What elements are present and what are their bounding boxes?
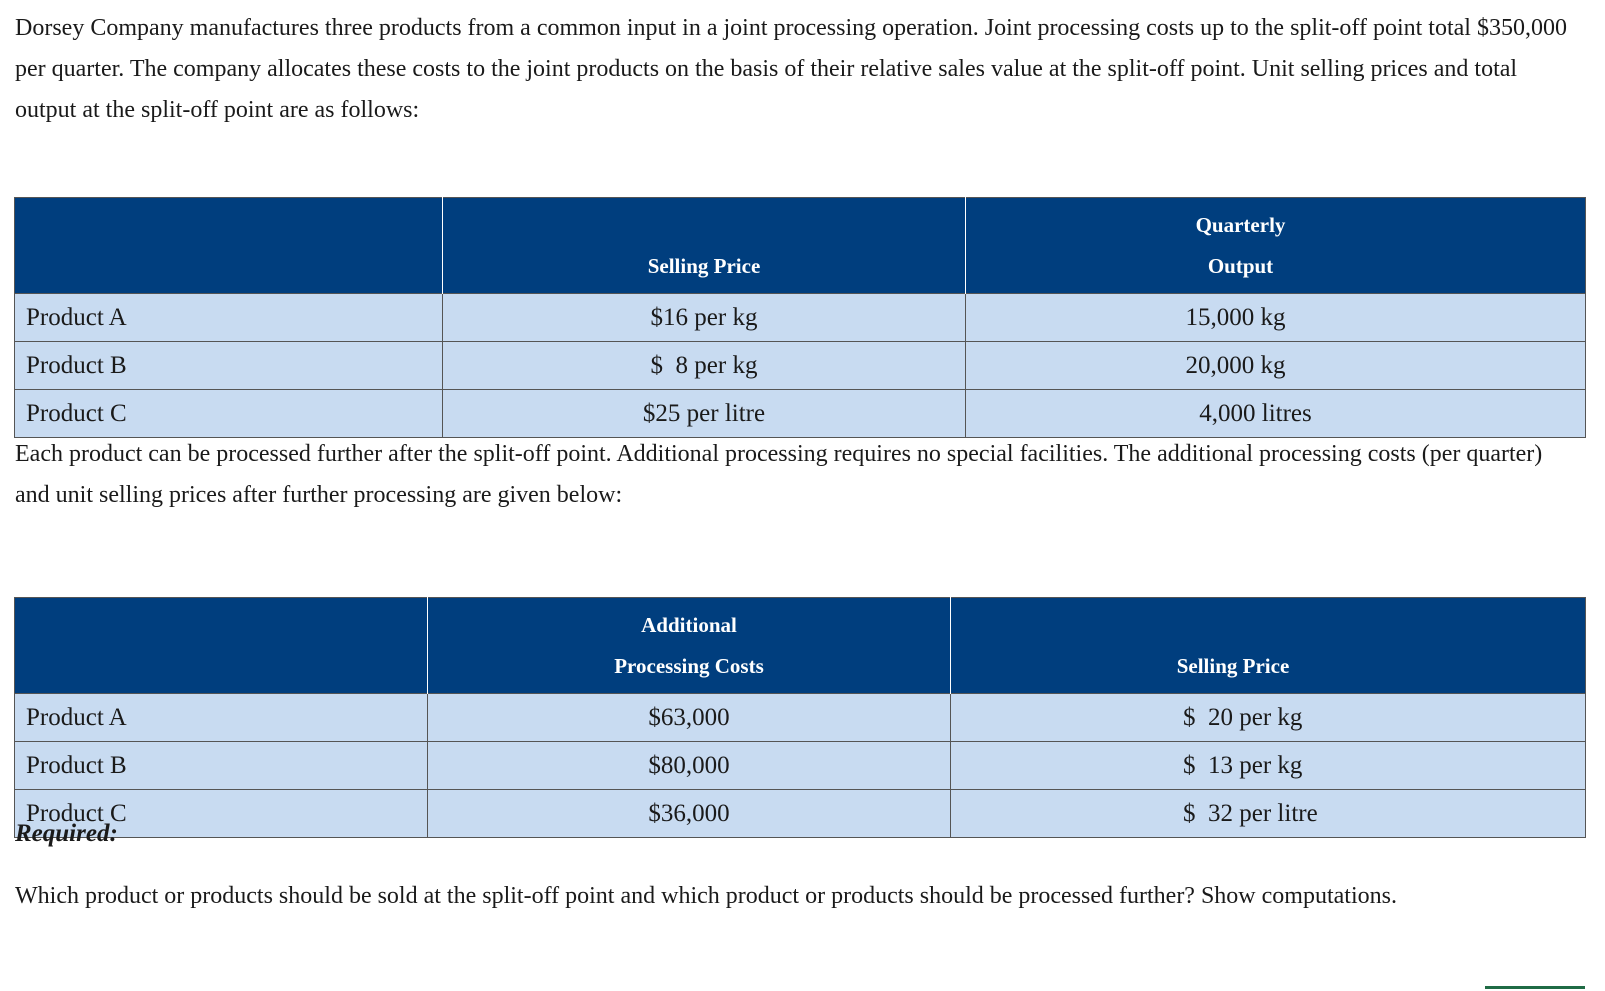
product-name: Product A bbox=[15, 694, 428, 742]
table-row bbox=[15, 390, 1586, 438]
table-header-row bbox=[15, 198, 1586, 294]
quarterly-output: 4,000 litres bbox=[966, 390, 1586, 438]
header-quarterly-output bbox=[966, 198, 1586, 294]
table-row bbox=[15, 742, 1586, 790]
selling-price: $ 8 per kg bbox=[443, 342, 966, 390]
table-row bbox=[15, 342, 1586, 390]
header-product bbox=[15, 598, 428, 694]
middle-paragraph: Each product can be processed further after the split-off point. Additional processing requires no special facilities. The additional processing costs (per quarter) and unit selling prices after further processing are given below: bbox=[15, 441, 1543, 508]
accent-bar bbox=[1485, 986, 1585, 989]
selling-price: $ 13 per kg bbox=[951, 742, 1586, 790]
intro-paragraph: Dorsey Company manufactures three products from a common input in a joint processing operation. Joint processing costs up to the split-off point total $350,000 per quarter. The company allocates these costs to the joint products on the basis of their relative sales value at the split-off point. Unit selling prices and total output at the split-off point are as follows: bbox=[15, 15, 1567, 123]
additional-costs: $80,000 bbox=[428, 742, 951, 790]
header-additional-costs-line2: Processing Costs bbox=[614, 654, 764, 678]
question-paragraph: Which product or products should be sold at the split-off point and which product or products should be processed further? Show computations. bbox=[15, 883, 1397, 909]
product-name: Product B bbox=[15, 742, 428, 790]
header-additional-costs bbox=[428, 598, 951, 694]
selling-price: $ 32 per litre bbox=[951, 790, 1586, 838]
product-name: Product C bbox=[15, 790, 428, 838]
quarterly-output: 15,000 kg bbox=[966, 294, 1586, 342]
product-name: Product B bbox=[15, 342, 443, 390]
table-header-row bbox=[15, 598, 1586, 694]
header-quarterly-output-line2: Output bbox=[1207, 254, 1274, 278]
quarterly-output: 20,000 kg bbox=[966, 342, 1586, 390]
selling-price: $ 20 per kg bbox=[951, 694, 1586, 742]
selling-price: $16 per kg bbox=[443, 294, 966, 342]
header-product bbox=[15, 198, 443, 294]
required-heading: Required: bbox=[15, 820, 118, 847]
table-row bbox=[15, 790, 1586, 838]
split-off-table bbox=[14, 197, 1586, 438]
further-processing-table bbox=[14, 597, 1586, 838]
product-name: Product A bbox=[15, 294, 443, 342]
header-quarterly-output-line1: Quarterly bbox=[1195, 213, 1286, 237]
product-name: Product C bbox=[15, 390, 443, 438]
header-selling-price: Selling Price bbox=[951, 598, 1586, 694]
table-row bbox=[15, 694, 1586, 742]
selling-price: $25 per litre bbox=[443, 390, 966, 438]
additional-costs: $63,000 bbox=[428, 694, 951, 742]
header-additional-costs-line1: Additional bbox=[641, 613, 737, 637]
additional-costs: $36,000 bbox=[428, 790, 951, 838]
header-selling-price: Selling Price bbox=[443, 198, 966, 294]
table-row bbox=[15, 294, 1586, 342]
